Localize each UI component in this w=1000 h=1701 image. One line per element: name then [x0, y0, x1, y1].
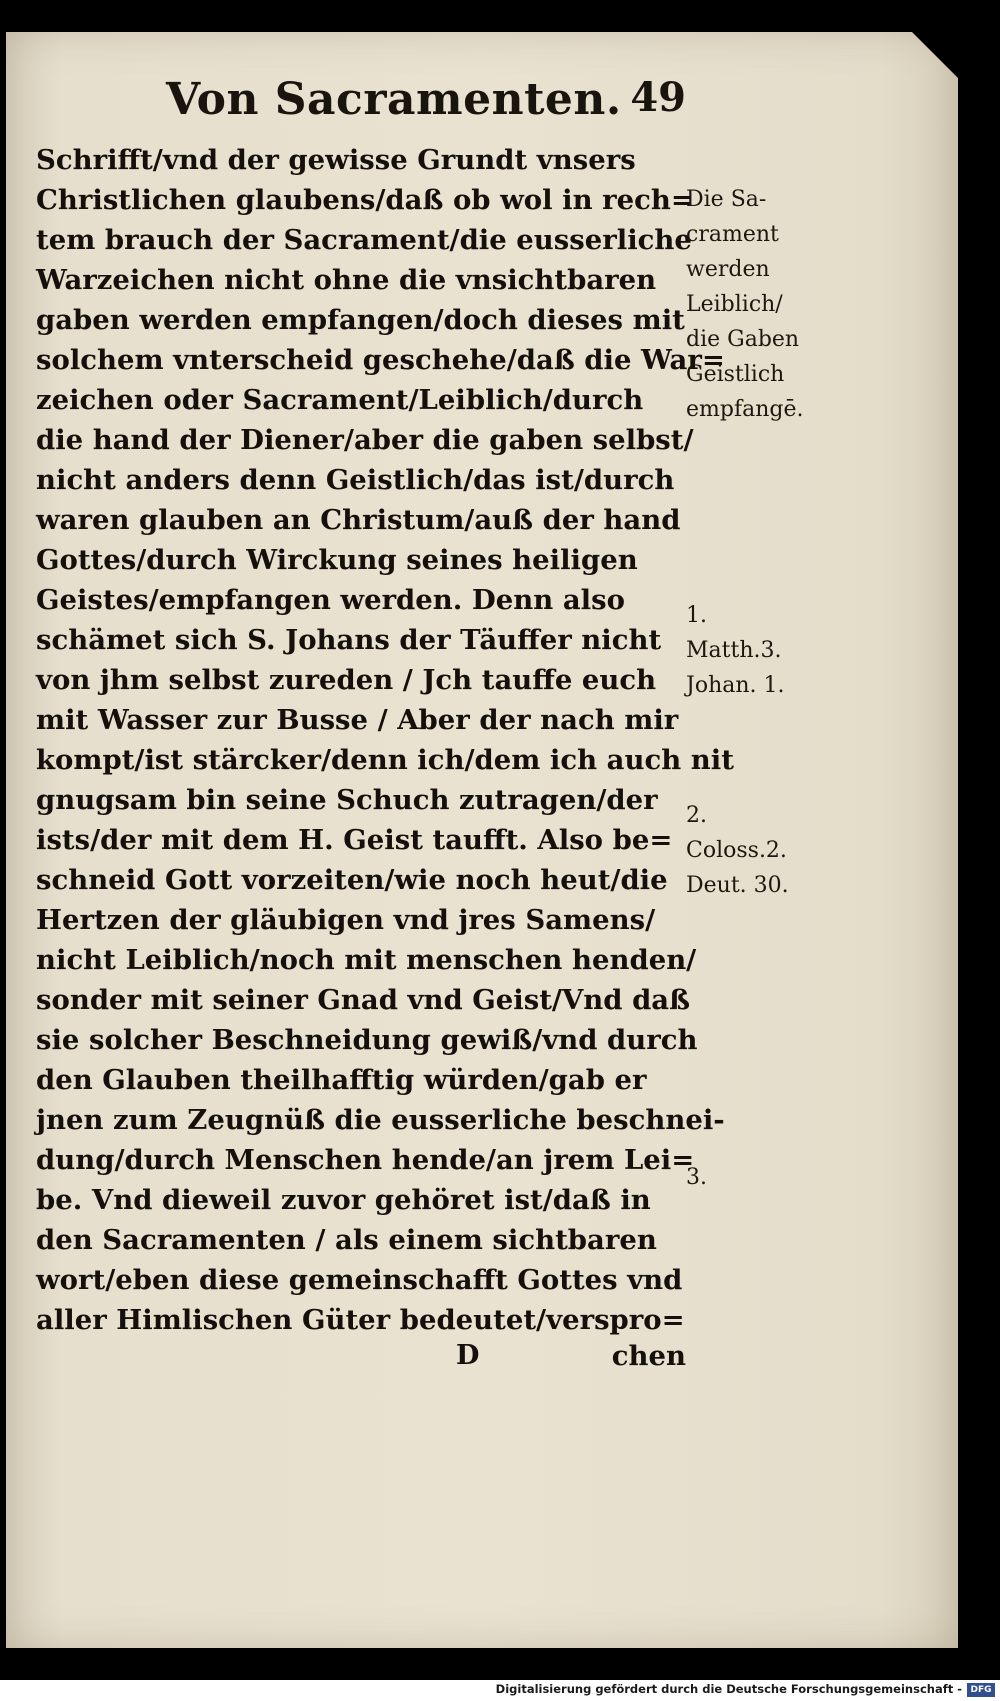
margin-note-line: crament [686, 222, 779, 247]
text-line: den Sacramenten / als einem sichtbaren [36, 1224, 657, 1256]
text-line: wort/eben diese gemeinschafft Gottes vnd [36, 1264, 683, 1296]
margin-note-reference-1 [686, 598, 785, 703]
text-line: von jhm selbst zureden / Jch tauffe euch [36, 664, 657, 696]
text-line: kompt/ist stärcker/denn ich/dem ich auch nit [36, 744, 734, 776]
text-line: die hand der Diener/aber die gaben selbst/ [36, 424, 694, 456]
margin-note-line: die Gaben [686, 327, 800, 352]
text-line: nicht Leiblich/noch mit menschen henden/ [36, 944, 697, 976]
margin-note-line: empfangē. [686, 397, 804, 422]
text-line: mit Wasser zur Busse / Aber der nach mir [36, 704, 679, 736]
text-line: dung/durch Menschen hende/an jrem Lei= [36, 1144, 695, 1176]
digitization-footer [0, 1680, 1000, 1701]
margin-note-line: Leiblich/ [686, 292, 783, 317]
margin-note-line: 3. [686, 1165, 707, 1190]
margin-note-line: Coloss.2. [686, 838, 787, 863]
running-title: Von Sacramenten. [166, 74, 622, 125]
signature-mark: D [456, 1340, 480, 1371]
text-line: Geistes/empfangen werden. Denn also [36, 584, 625, 616]
margin-note-reference-3 [686, 1160, 707, 1195]
text-line: be. Vnd dieweil zuvor gehöret ist/daß in [36, 1184, 651, 1216]
text-line: tem brauch der Sacrament/die eusserliche [36, 224, 692, 256]
dfg-logo-icon: DFG [967, 1683, 995, 1697]
text-line: ists/der mit dem H. Geist taufft. Also be= [36, 824, 673, 856]
text-line: schämet sich S. Johans der Täuffer nicht [36, 624, 662, 656]
page-header [166, 74, 686, 134]
margin-note-sacrament [686, 182, 804, 427]
text-line: den Glauben theilhafftig würden/gab er [36, 1064, 647, 1096]
text-line: aller Himlischen Güter bedeutet/verspro= [36, 1304, 685, 1336]
margin-note-line: Deut. 30. [686, 873, 789, 898]
catchword: chen [611, 1340, 686, 1372]
margin-note-line: 2. [686, 803, 707, 828]
margin-note-line: Matth.3. [686, 638, 782, 663]
margin-note-line: Geistlich [686, 362, 785, 387]
text-line: nicht anders denn Geistlich/das ist/durch [36, 464, 675, 496]
text-line: sie solcher Beschneidung gewiß/vnd durch [36, 1024, 698, 1056]
torn-page-corner [912, 32, 958, 78]
text-line: sonder mit seiner Gnad vnd Geist/Vnd daß [36, 984, 691, 1016]
text-line: solchem vnterscheid geschehe/daß die War= [36, 344, 725, 376]
margin-note-line: werden [686, 257, 770, 282]
margin-note-line: 1. [686, 603, 707, 628]
margin-note-line: Die Sa- [686, 187, 767, 212]
text-line: Gottes/durch Wirckung seines heiligen [36, 544, 638, 576]
text-line: Schrifft/vnd der gewisse Grundt vnsers [36, 144, 636, 176]
text-line: schneid Gott vorzeiten/wie noch heut/die [36, 864, 668, 896]
margin-note-line: Johan. 1. [686, 673, 785, 698]
text-line: zeichen oder Sacrament/Leiblich/durch [36, 384, 644, 416]
text-line: Warzeichen nicht ohne die vnsichtbaren [36, 264, 657, 296]
text-line: Hertzen der gläubigen vnd jres Samens/ [36, 904, 656, 936]
book-page [6, 32, 958, 1648]
margin-note-reference-2 [686, 798, 789, 903]
text-line: gaben werden empfangen/doch dieses mit [36, 304, 685, 336]
funding-credit: Digitalisierung gefördert durch die Deutsche Forschungsgemeinschaft - [495, 1682, 962, 1696]
page-number: 49 [630, 74, 686, 121]
text-line: gnugsam bin seine Schuch zutragen/der [36, 784, 658, 816]
page-footer-marks [36, 1340, 686, 1384]
text-line: jnen zum Zeugnüß die eusserliche beschnei- [36, 1104, 725, 1136]
text-line: waren glauben an Christum/auß der hand [36, 504, 681, 536]
text-line: Christlichen glaubens/daß ob wol in rech= [36, 184, 694, 216]
